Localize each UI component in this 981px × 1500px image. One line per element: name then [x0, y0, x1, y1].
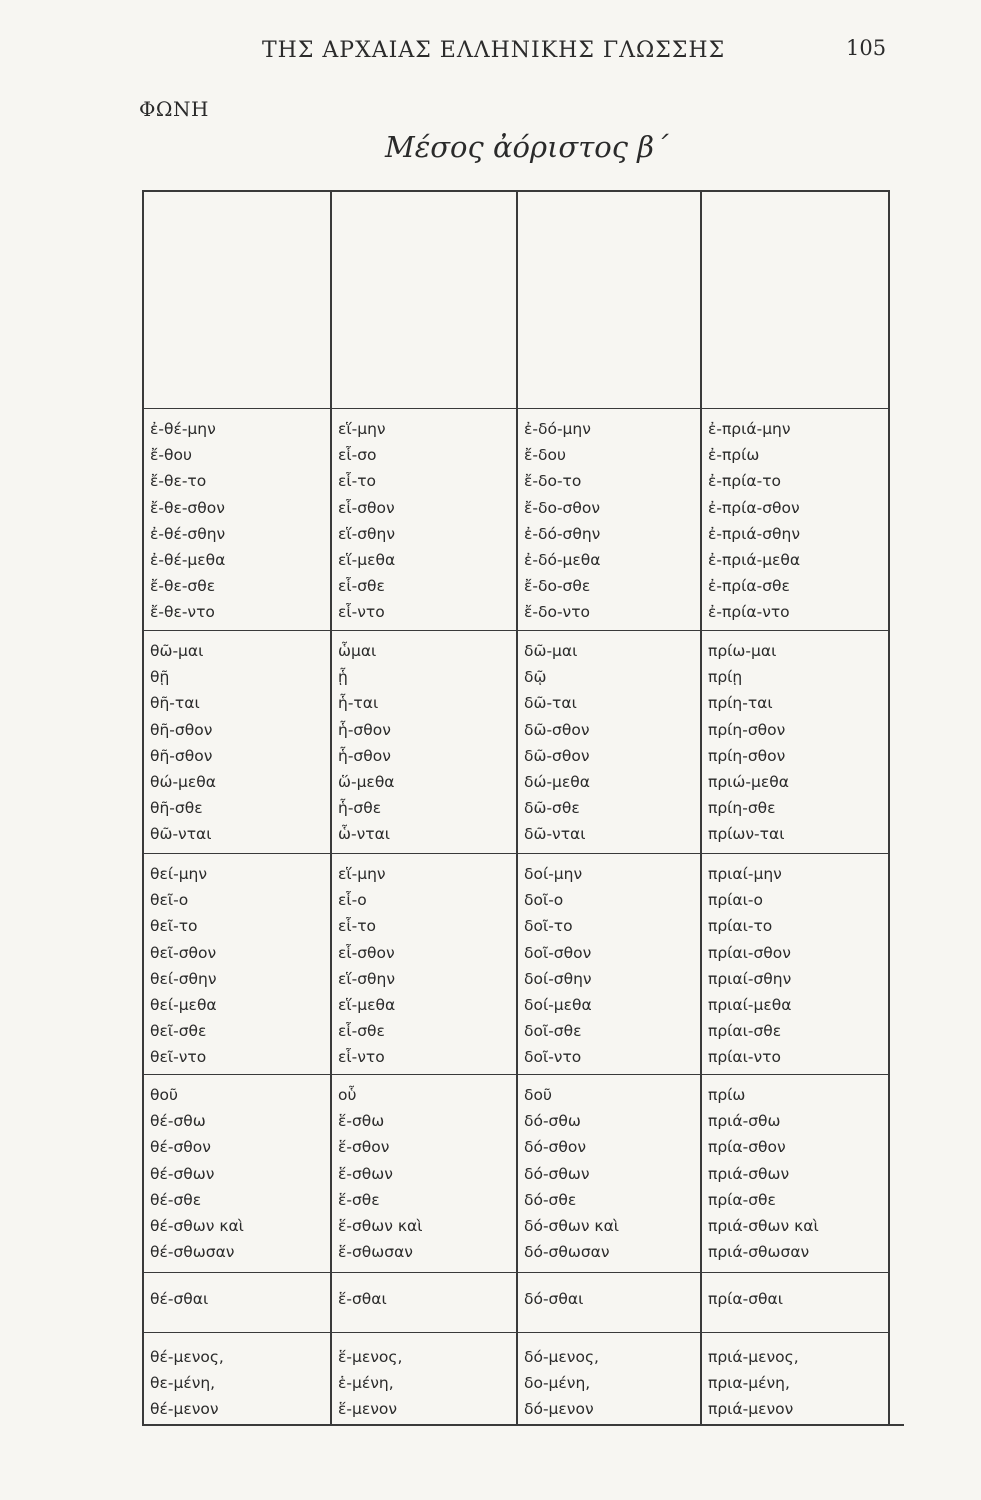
- verb-form: εἷ-σθον: [338, 498, 395, 517]
- table-cell: [338, 1286, 387, 1312]
- verb-form: δοῖ-σθον: [524, 943, 592, 962]
- verb-form: θῇ: [150, 668, 170, 687]
- verb-form: ἧ-ται: [338, 694, 379, 713]
- verb-form: ἧ-σθον: [338, 746, 391, 765]
- verb-form: ἐ-πρία-ντο: [708, 603, 790, 622]
- verb-form: εἵ-μην: [338, 420, 386, 438]
- verb-form: θώ-μεθα: [150, 773, 216, 792]
- verb-form: εἵ-σθην: [338, 969, 396, 988]
- verb-form: δό-σθαι: [524, 1290, 584, 1308]
- verb-form: δῶ-νται: [524, 825, 586, 844]
- table-cell: [708, 1082, 819, 1265]
- verb-form: ὥ-μεθα: [338, 773, 395, 792]
- table-cell: [150, 638, 216, 848]
- verb-form: θεῖ-ο: [150, 891, 189, 910]
- verb-form: πρίαι-ντο: [708, 1048, 781, 1067]
- verb-form: ἔ-θε-το: [150, 472, 207, 491]
- table-cell: [150, 1082, 244, 1265]
- verb-form: εἷ-σο: [338, 446, 377, 465]
- verb-form: θεί-μην: [150, 865, 208, 883]
- verb-form: θεῖ-σθον: [150, 943, 217, 962]
- verb-form: δῷ: [524, 668, 547, 687]
- verb-form: θεῖ-σθε: [150, 1022, 207, 1041]
- verb-form: πριαί-μην: [708, 865, 782, 883]
- table-cell: [338, 416, 395, 626]
- verb-form: πρίαι-σθε: [708, 1022, 782, 1041]
- verb-form: πρία-σθον: [708, 1138, 786, 1157]
- verb-form: ἑ-μένη,: [338, 1374, 394, 1393]
- verb-form: θεί-σθην: [150, 969, 217, 988]
- verb-form: δοί-μην: [524, 865, 583, 883]
- verb-form: θέ-σθων καὶ: [150, 1217, 244, 1236]
- table-cell: [524, 1286, 583, 1312]
- verb-form: ἔ-δο-σθε: [524, 577, 591, 596]
- table-cell: [524, 1344, 599, 1423]
- verb-form: πρίαι-το: [708, 917, 773, 936]
- table-cell: [708, 416, 800, 626]
- verb-form: ἐ-πρία-το: [708, 472, 782, 491]
- verb-form: δό-σθων: [524, 1164, 590, 1183]
- verb-form: δο-μένη,: [524, 1374, 591, 1393]
- table-cell: [524, 1082, 619, 1265]
- verb-form: δοῦ: [524, 1086, 552, 1104]
- verb-form: δώ-μεθα: [524, 773, 590, 792]
- verb-form: πρίω-μαι: [708, 642, 777, 660]
- verb-form: εἷ-ο: [338, 891, 367, 910]
- verb-form: πρίη-σθον: [708, 720, 786, 739]
- table-bottom-rule: [142, 1424, 904, 1426]
- verb-form: ἐ-δό-σθην: [524, 524, 601, 543]
- verb-form: ἕ-σθωσαν: [338, 1243, 413, 1262]
- verb-form: δοῖ-σθε: [524, 1022, 582, 1041]
- verb-form: θέ-μενος,: [150, 1348, 224, 1366]
- group-rule: [144, 408, 888, 409]
- verb-form: ἕ-σθω: [338, 1112, 385, 1131]
- verb-form: ἔ-θε-σθον: [150, 498, 225, 517]
- verb-form: πρίαι-σθον: [708, 943, 791, 962]
- verb-form: πριά-σθων: [708, 1164, 790, 1183]
- verb-form: πρίη-σθε: [708, 799, 776, 818]
- verb-form: θεῖ-ντο: [150, 1048, 207, 1067]
- column-rule: [700, 192, 702, 1424]
- verb-form: πρία-σθε: [708, 1190, 776, 1209]
- verb-form: θέ-μενον: [150, 1400, 219, 1419]
- verb-form: ἕ-σθαι: [338, 1290, 387, 1308]
- table-cell: [708, 638, 789, 848]
- verb-form: δοί-μεθα: [524, 996, 592, 1015]
- section-head: ΦΩΝΗ: [139, 97, 209, 121]
- verb-form: θε-μένη,: [150, 1374, 216, 1393]
- verb-form: πρία-σθαι: [708, 1290, 783, 1308]
- verb-form: ὧμαι: [338, 642, 377, 660]
- verb-form: θέ-σθων: [150, 1164, 215, 1183]
- verb-form: ἐ-θέ-μην: [150, 420, 216, 438]
- verb-form: δό-μενον: [524, 1400, 594, 1419]
- verb-form: εἷ-ντο: [338, 603, 385, 622]
- verb-form: εἵ-μεθα: [338, 996, 396, 1015]
- verb-form: πριά-μενον: [708, 1400, 794, 1419]
- verb-form: ᾗ: [338, 668, 348, 687]
- verb-form: εἵ-μεθα: [338, 551, 396, 570]
- verb-form: δό-μενος,: [524, 1348, 599, 1366]
- verb-form: ἐ-θέ-μεθα: [150, 551, 226, 570]
- verb-form: δοῖ-ο: [524, 891, 564, 910]
- verb-form: δό-σθω: [524, 1112, 581, 1131]
- group-rule: [144, 630, 888, 631]
- verb-form: θῆ-ται: [150, 694, 200, 713]
- verb-form: πριά-σθωσαν: [708, 1243, 810, 1262]
- verb-form: δῶ-σθον: [524, 720, 590, 739]
- table-cell: [338, 861, 395, 1071]
- verb-form: ἔ-θε-ντο: [150, 603, 215, 622]
- verb-form: πρια-μένη,: [708, 1374, 790, 1393]
- verb-form: οὗ: [338, 1086, 357, 1104]
- verb-form: δῶ-μαι: [524, 642, 578, 660]
- verb-form: πρίων-ται: [708, 825, 785, 844]
- verb-form: πριαί-σθην: [708, 969, 792, 988]
- verb-form: θοῦ: [150, 1086, 178, 1104]
- verb-form: δοί-σθην: [524, 969, 592, 988]
- verb-form: θῆ-σθον: [150, 720, 213, 739]
- verb-form: θέ-σθον: [150, 1138, 211, 1157]
- verb-form: θέ-σθαι: [150, 1290, 209, 1308]
- verb-form: πρίαι-ο: [708, 891, 763, 910]
- verb-form: ἐ-πρία-σθον: [708, 498, 800, 517]
- verb-form: δό-σθων καὶ: [524, 1217, 620, 1236]
- verb-form: πριώ-μεθα: [708, 773, 789, 792]
- table-cell: [150, 416, 225, 626]
- table-cell: [150, 861, 217, 1071]
- verb-form: δό-σθον: [524, 1138, 587, 1157]
- verb-form: ἔ-δο-ντο: [524, 603, 591, 622]
- verb-form: ἕ-σθων: [338, 1164, 393, 1183]
- verb-form: θέ-σθε: [150, 1190, 202, 1209]
- verb-form: θῶ-μαι: [150, 642, 204, 660]
- verb-form: ἐ-πριά-σθην: [708, 524, 800, 543]
- verb-form: ἐ-δό-μεθα: [524, 551, 601, 570]
- column-rule: [516, 192, 518, 1424]
- verb-form: δό-σθωσαν: [524, 1243, 610, 1262]
- verb-form: θεί-μεθα: [150, 996, 217, 1015]
- column-rule: [142, 192, 144, 1424]
- verb-form: εἷ-το: [338, 917, 377, 936]
- verb-form: δῶ-σθε: [524, 799, 580, 818]
- verb-form: ἔ-θου: [150, 446, 192, 465]
- verb-form: εἵ-σθην: [338, 524, 396, 543]
- verb-form: πρίη-σθον: [708, 746, 786, 765]
- table-cell: [338, 1082, 422, 1265]
- verb-form: ἧ-σθε: [338, 799, 382, 818]
- verb-form: ἔ-θε-σθε: [150, 577, 216, 596]
- verb-form: εἵ-μην: [338, 865, 386, 883]
- verb-form: δῶ-σθον: [524, 746, 590, 765]
- verb-form: θεῖ-το: [150, 917, 198, 936]
- verb-form: ἕ-μενον: [338, 1400, 398, 1419]
- verb-form: ἕ-σθον: [338, 1138, 390, 1157]
- verb-form: θέ-σθω: [150, 1112, 206, 1131]
- verb-form: ἐ-πρίω: [708, 446, 760, 465]
- table-cell: [150, 1286, 208, 1312]
- verb-form: πρίῃ: [708, 668, 743, 687]
- verb-form: ἐ-πρία-σθε: [708, 577, 790, 596]
- verb-form: πρίω: [708, 1086, 746, 1104]
- verb-form: εἷ-ντο: [338, 1048, 385, 1067]
- verb-form: πριά-σθω: [708, 1112, 781, 1131]
- verb-form: ἔ-δο-σθον: [524, 498, 600, 517]
- column-rule: [330, 192, 332, 1424]
- verb-form: εἷ-σθον: [338, 943, 395, 962]
- verb-form: δοῖ-το: [524, 917, 573, 936]
- verb-form: ἔ-δο-το: [524, 472, 582, 491]
- table-cell: [708, 861, 791, 1071]
- table-cell: [150, 1344, 224, 1423]
- verb-form: ἕ-μενος,: [338, 1348, 403, 1366]
- verb-form: δῶ-ται: [524, 694, 577, 713]
- group-rule: [144, 853, 888, 854]
- table-cell: [524, 861, 592, 1071]
- table-title: Μέσος ἀόριστος β΄: [385, 130, 669, 164]
- verb-form: θῶ-νται: [150, 825, 212, 844]
- verb-form: εἷ-σθε: [338, 577, 385, 596]
- table-cell: [338, 638, 395, 848]
- column-rule: [888, 192, 890, 1424]
- verb-form: ἐ-πριά-μην: [708, 420, 791, 438]
- verb-form: ἕ-σθων καὶ: [338, 1217, 423, 1236]
- running-title: ΤΗΣ ΑΡΧΑΙΑΣ ΕΛΛΗΝΙΚΗΣ ΓΛΩΣΣΗΣ: [262, 38, 726, 63]
- verb-form: πριά-μενος,: [708, 1348, 799, 1366]
- verb-form: ἐ-θέ-σθην: [150, 524, 226, 543]
- group-rule: [144, 1332, 888, 1333]
- group-rule: [144, 1074, 888, 1075]
- verb-form: δοῖ-ντο: [524, 1048, 582, 1067]
- table-cell: [708, 1286, 783, 1312]
- verb-form: θῆ-σθε: [150, 799, 203, 818]
- page-number: 105: [846, 36, 887, 60]
- verb-form: θῆ-σθον: [150, 746, 213, 765]
- verb-form: ἐ-πριά-μεθα: [708, 551, 801, 570]
- group-rule: [144, 1272, 888, 1273]
- verb-form: πριά-σθων καὶ: [708, 1217, 819, 1236]
- verb-form: πριαί-μεθα: [708, 996, 792, 1015]
- verb-form: ἐ-δό-μην: [524, 420, 591, 438]
- table-cell: [524, 416, 600, 626]
- table-cell: [524, 638, 590, 848]
- verb-form: ὧ-νται: [338, 825, 391, 844]
- verb-form: πρίη-ται: [708, 694, 773, 713]
- table-cell: [708, 1344, 799, 1423]
- verb-form: θέ-σθωσαν: [150, 1243, 235, 1262]
- table-cell: [338, 1344, 402, 1423]
- verb-form: δό-σθε: [524, 1190, 577, 1209]
- verb-form: εἷ-το: [338, 472, 377, 491]
- verb-form: ἔ-δου: [524, 446, 566, 465]
- verb-form: ἧ-σθον: [338, 720, 391, 739]
- verb-form: εἷ-σθε: [338, 1022, 385, 1041]
- verb-form: ἕ-σθε: [338, 1190, 380, 1209]
